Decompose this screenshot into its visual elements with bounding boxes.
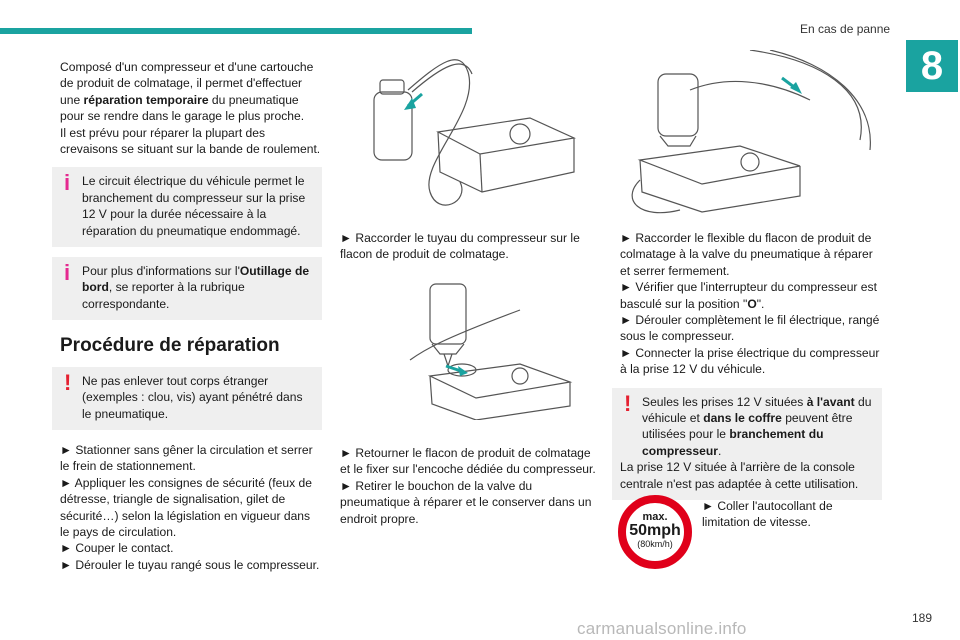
step-item: ► Vérifier que l'interrupteur du compresseur est basculé sur la position "O". (620, 280, 877, 311)
speed-limit-sticker (618, 495, 692, 569)
sticker-text (702, 498, 882, 531)
info-box-electrical (52, 167, 322, 247)
step-item: ► Stationner sans gêner la circulation et serrer le frein de stationnement. (60, 442, 313, 474)
header-accent-bar (0, 28, 472, 34)
page-number: 189 (912, 611, 933, 625)
section-title: En cas de panne (800, 22, 891, 36)
column-middle-text-1 (340, 230, 602, 263)
intro-paragraph-2: Il est prévu pour réparer la plupart des crevaisons se situant sur la bande de roulement. (60, 125, 321, 157)
step-item: ► Retourner le flacon de produit de colmatage et le fixer sur l'encoche dédiée du compresseur. (340, 446, 596, 477)
procedure-heading: Procédure de réparation (60, 335, 280, 357)
warning-box-foreign-body (52, 367, 322, 430)
sign-kmh: (80km/h) (637, 539, 673, 549)
warning-icon: ! (64, 369, 72, 395)
step-item: ► Retirer le bouchon de la valve du pneumatique à réparer et le conserver dans un endroit propre. (340, 478, 592, 526)
column-middle-text-2 (340, 445, 602, 527)
step-item: ► Raccorder le tuyau du compresseur sur le flacon de produit de colmatage. (340, 231, 580, 262)
sign-max: max. (642, 511, 668, 523)
illustration-connect-hose (360, 52, 590, 222)
step-item: ► Dérouler complètement le fil électrique, rangé sous le compresseur. (620, 313, 880, 344)
sign-speed: 50mph (629, 522, 681, 539)
warning-icon: ! (624, 390, 632, 416)
warning-box-sockets (612, 388, 882, 500)
info-text: Le circuit électrique du véhicule permet le branchement du compresseur sur la prise 12 V pour la durée nécessaire à la réparation du pneumatique endommagé. (82, 174, 306, 238)
intro-paragraph: Composé d'un compresseur et d'une cartouche de produit de colmatage, il permet d'effectuer une réparation temporaire du pneumatique pour se rendre dans le garage le plus proche. (60, 60, 314, 124)
column-right (620, 230, 882, 500)
steps-list (60, 442, 322, 573)
column-left (60, 59, 322, 573)
info-icon: i (64, 260, 71, 286)
step-item: ► Connecter la prise électrique du compresseur à la prise 12 V du véhicule. (620, 345, 880, 377)
info-text: Pour plus d'informations sur l'Outillage de bord, se reporter à la rubrique correspondante. (82, 264, 310, 311)
warning-text: Seules les prises 12 V situées à l'avant du véhicule et dans le coffre peuvent être utilisées pour le branchement du compresseur. (642, 394, 872, 458)
illustration-turn-bottle (400, 280, 580, 420)
info-box-tools (52, 257, 322, 320)
step-item: ► Raccorder le flexible du flacon de produit de colmatage à la valve du pneumatique à réparer et serrer fermement. (620, 231, 873, 278)
watermark: carmanualsonline.info (577, 619, 747, 638)
step-item: ► Couper le contact. (60, 541, 174, 556)
illustration-connect-valve (620, 50, 882, 222)
warning-text: Ne pas enlever tout corps étranger (exemples : clou, vis) ayant pénétré dans le pneumatique. (82, 373, 303, 421)
info-icon: i (64, 170, 71, 196)
step-item: ► Dérouler le tuyau rangé sous le compresseur. (60, 557, 320, 572)
step-item: ► Appliquer les consignes de sécurité (feux de détresse, triangle de signalisation, gilet de sécurité…) selon la législation en vigueur dans le pays de circulation. (60, 475, 312, 539)
step-item: ► Coller l'autocollant de limitation de vitesse. (702, 499, 833, 530)
warning-text-2: La prise 12 V située à l'arrière de la console centrale n'est pas adaptée à cette utilisation. (620, 460, 859, 491)
chapter-badge: 8 (906, 40, 958, 92)
